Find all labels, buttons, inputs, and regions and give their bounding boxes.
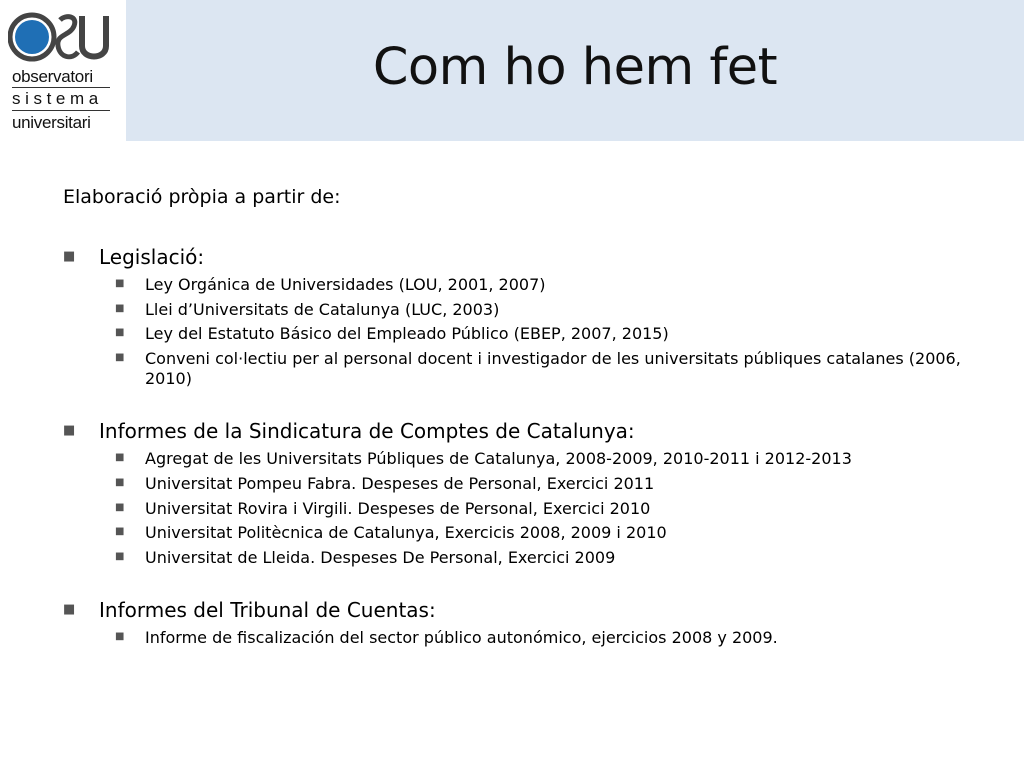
list-item-text: Conveni col·lectiu per al personal docent i investigador de les universitats públiques catalanes (2006, 2010) [145,349,961,389]
square-bullet-icon: ■ [115,526,125,538]
section-legislacio [63,245,993,389]
logo-text-universitari: universitari [12,113,91,132]
square-bullet-icon: ■ [115,302,125,314]
square-bullet-icon: ■ [115,501,125,513]
square-bullet-icon: ■ [115,551,125,563]
section-heading [63,598,993,622]
list-item [115,548,995,568]
logo-divider [12,110,110,111]
list-item [115,449,995,469]
square-bullet-icon: ■ [115,631,125,643]
list-item [115,300,995,320]
square-bullet-icon: ■ [115,327,125,339]
list-item-text: Universitat Pompeu Fabra. Despeses de Personal, Exercici 2011 [145,473,655,493]
list-item [115,324,995,344]
bullet-list [63,628,993,648]
list-item-text: Informe de fiscalización del sector público autonómico, ejercicios 2008 y 2009. [145,628,778,648]
list-item-text: Agregat de les Universitats Públiques de Catalunya, 2008-2009, 2010-2011 i 2012-2013 [145,448,852,468]
bullet-list [63,449,993,568]
list-item [115,523,995,543]
slide-title: Com ho hem fet [372,38,778,97]
list-item-text: Universitat de Lleida. Despeses De Personal, Exercici 2009 [145,548,616,568]
list-item [115,275,995,295]
list-item [115,499,995,519]
square-bullet-icon: ■ [115,476,125,488]
list-item-text: Llei d’Universitats de Catalunya (LUC, 2003) [145,299,500,319]
list-item-text: Universitat Politècnica de Catalunya, Exercicis 2008, 2009 i 2010 [145,523,667,543]
list-item-text: Ley del Estatuto Básico del Empleado Público (EBEP, 2007, 2015) [145,324,669,344]
section-tribunal [63,598,993,648]
logo-text-sistema: sistema [12,89,103,108]
logo-divider [12,87,110,88]
list-item [115,474,995,494]
section-heading-text: Legislació: [99,244,205,269]
slide-body [63,186,993,653]
section-heading [63,419,993,443]
osu-logo-mark-icon [8,10,112,66]
square-bullet-icon: ■ [63,248,76,264]
intro-text: Elaboració pròpia a partir de: [63,186,341,208]
section-heading-text: Informes del Tribunal de Cuentas: [99,598,436,623]
list-item-text: Ley Orgánica de Universidades (LOU, 2001, 2007) [145,274,546,294]
section-heading [63,245,993,269]
bullet-list [63,275,993,389]
osu-logo [0,0,126,141]
list-item [115,628,995,648]
square-bullet-icon: ■ [115,451,125,463]
logo-text-observatori: observatori [12,67,93,86]
square-bullet-icon: ■ [115,352,125,364]
square-bullet-icon: ■ [115,277,125,289]
section-heading-text: Informes de la Sindicatura de Comptes de Catalunya: [99,418,635,443]
list-item [115,349,995,389]
square-bullet-icon: ■ [63,422,76,438]
list-item-text: Universitat Rovira i Virgili. Despeses de Personal, Exercici 2010 [145,498,651,518]
square-bullet-icon: ■ [63,602,76,618]
section-sindicatura [63,419,993,568]
